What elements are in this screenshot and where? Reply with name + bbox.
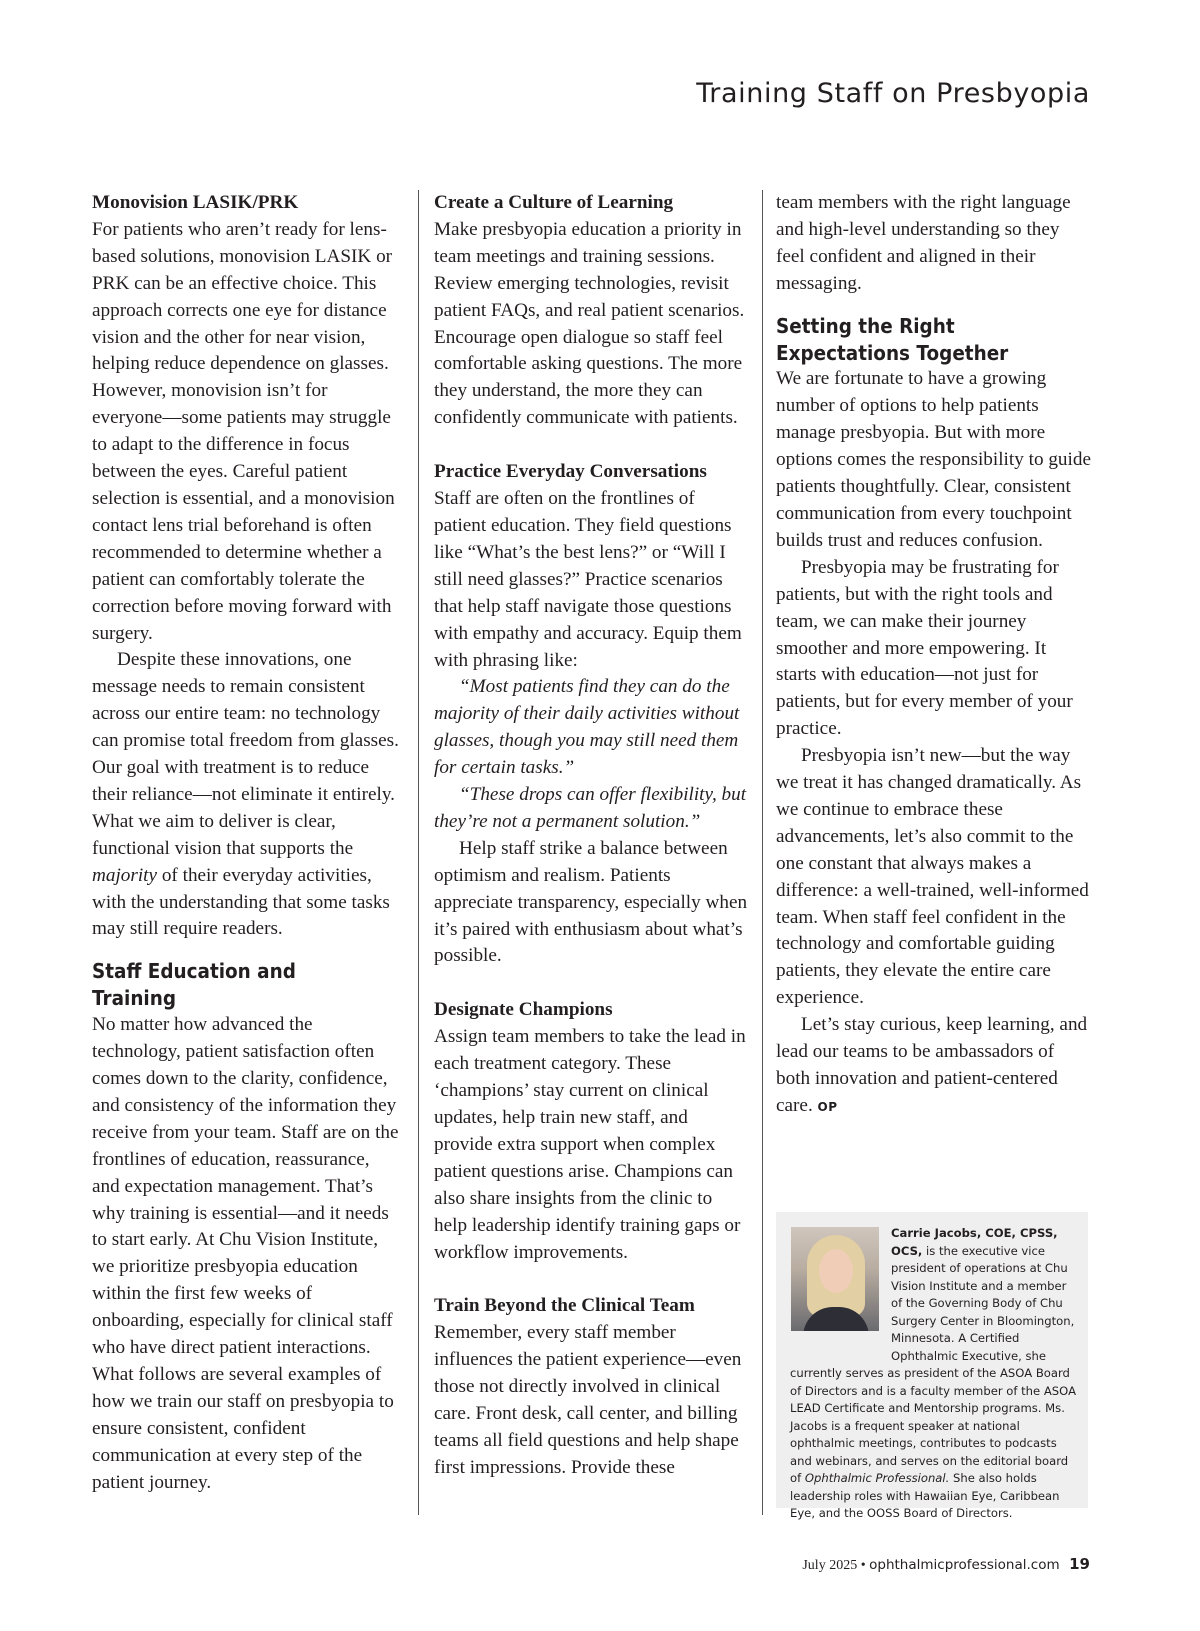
paragraph-continued: team members with the right language and high-level understanding so they feel confident and aligned in their messaging. [776, 192, 1071, 294]
end-mark: OP [817, 1099, 838, 1114]
author-name: Carrie Jacobs, COE, CPSS, OCS, [891, 1226, 1058, 1258]
paragraph-expectations: We are fortunate to have a growing number of options to help patients manage presbyopia. But with more options comes the responsibility to guide patients thoughtfully. Clear, consistent communication from every touchpoint builds trust and reduces confusion. [776, 368, 1091, 551]
paragraph-frustrating: Presbyopia may be frustrating for patients, but with the right tools and team, we can make their journey smoother and more empowering. It starts with education—not just for patients, but for every member of your practice. [776, 556, 1073, 740]
paragraph-monovision: For patients who aren’t ready for lens-based solutions, monovision LASIK or PRK can be an effective choice. This approach corrects one eye for distance vision and the other for near vision, helping reduce dependence on glasses. However, monovision isn’t for everyone—some patients may struggle to adapt to the difference in focus between the eyes. Careful patient selection is essential, and a monovision contact lens trial beforehand is often recommended to determine whether a patient can comfortably tolerate the correction before moving forward with surgery. [92, 218, 395, 644]
column-divider [418, 190, 419, 1515]
author-bio-text: Carrie Jacobs, COE, CPSS, OCS, is the executive vice president of operations at Chu Vision Institute and a member of the Governing Body of Chu Surgery Center in Bloomington, Minnesota. A Certified Ophthalmic Executive, she currently serves as president of the ASOA Board of Directors and is a faculty member of the ASOA LEAD Certificate and Mentorship programs. Ms. Jacobs is a frequent speaker at national ophthalmic meetings, contributes to podcasts and webinars, and serves on the editorial board of Ophthalmic Professional. She also holds leadership roles with Hawaiian Eye, Caribbean Eye, and the OOSS Board of Directors. [790, 1226, 1076, 1520]
footer-separator: • [860, 1558, 866, 1573]
column-2 [434, 190, 749, 1482]
paragraph-staff-education: No matter how advanced the technology, patient satisfaction often comes down to the clarity, confidence, and consistency of the information they receive from your team. Staff are on the frontlines of education, reassurance, and expectation management. That’s why training is essential—and it needs to start early. At Chu Vision Institute, we prioritize presbyopia education within the first few weeks of onboarding, especially for clinical staff who have direct patient interactions. What follows are several examples of how we train our staff on presbyopia to ensure consistent, confident communication at every step of the patient journey. [92, 1014, 399, 1493]
heading-beyond-clinical: Train Beyond the Clinical Team [434, 1295, 695, 1317]
footer-date: July 2025 [802, 1558, 858, 1573]
heading-expectations: Setting the Right Expectations Together [776, 313, 1009, 365]
running-header: Training Staff on Presbyopia [696, 78, 1090, 109]
column-1 [92, 190, 402, 1497]
paragraph-culture: Make presbyopia education a priority in team meetings and training sessions. Review emerging technologies, revisit patient FAQs, and real patient scenarios. Encourage open dialogue so staff feel comfortable asking questions. The more they understand, the more they can confidently communicate with patients. [434, 218, 745, 429]
heading-monovision: Monovision LASIK/PRK [92, 192, 299, 213]
paragraph-not-new: Presbyopia isn’t new—but the way we treat it has changed dramatically. As we continue to embrace these advancements, let’s also commit to the one constant that always makes a difference: a well-trained, well-informed team. When staff feel confident in the technology and comfortable guiding patients, they elevate the entire care experience. [776, 745, 1089, 1009]
page-footer [802, 1555, 1090, 1574]
column-divider [762, 190, 763, 1515]
paragraph-champions: Assign team members to take the lead in each treatment category. These ‘champions’ stay current on clinical updates, help train new staff, and provide extra support when complex patient questions arise. Champions can also share insights from the clinic to help leadership identify training gaps or workflow improvements. [434, 1026, 746, 1263]
paragraph-practice: Staff are often on the frontlines of patient education. They field questions like “What’s the best lens?” or “Will I still need glasses?” Practice scenarios that help staff navigate those questions with empathy and accuracy. Equip them with phrasing like: [434, 488, 742, 671]
paragraph-despite: Despite these innovations, one message needs to remain consistent across our entire team: no technology can promise total freedom from glasses. Our goal with treatment is to reduce their reliance—not eliminate it entirely. What we aim to deliver is clear, functional vision that supports the majority of their everyday activities, with the understanding that some tasks may still require readers. [92, 649, 399, 940]
author-photo [791, 1227, 879, 1331]
paragraph-beyond-clinical: Remember, every staff member influences the patient experience—even those not directly involved in clinical care. Front desk, call center, and billing teams all field questions and help shape first impressions. Provide these [434, 1322, 742, 1478]
heading-practice: Practice Everyday Conversations [434, 461, 707, 483]
quote-1: “Most patients find they can do the majority of their daily activities without glasses, though you may still need them for certain tasks.” [434, 676, 740, 779]
column-3 [776, 190, 1091, 1121]
heading-culture: Create a Culture of Learning [434, 192, 674, 213]
paragraph-stay-curious: Let’s stay curious, keep learning, and lead our teams to be ambassadors of both innovation and patient-centered care. OP [776, 1014, 1088, 1116]
quote-2: “These drops can offer flexibility, but they’re not a permanent solution.” [434, 784, 747, 832]
heading-staff-education: Staff Education and Training [92, 959, 296, 1011]
author-bio-box [776, 1212, 1088, 1520]
paragraph-balance: Help staff strike a balance between optimism and realism. Patients appreciate transparency, especially when it’s paired with enthusiasm about what’s possible. [434, 837, 748, 967]
page-number: 19 [1069, 1555, 1090, 1573]
heading-champions: Designate Champions [434, 999, 613, 1021]
footer-site: ophthalmicprofessional.com [869, 1557, 1060, 1573]
